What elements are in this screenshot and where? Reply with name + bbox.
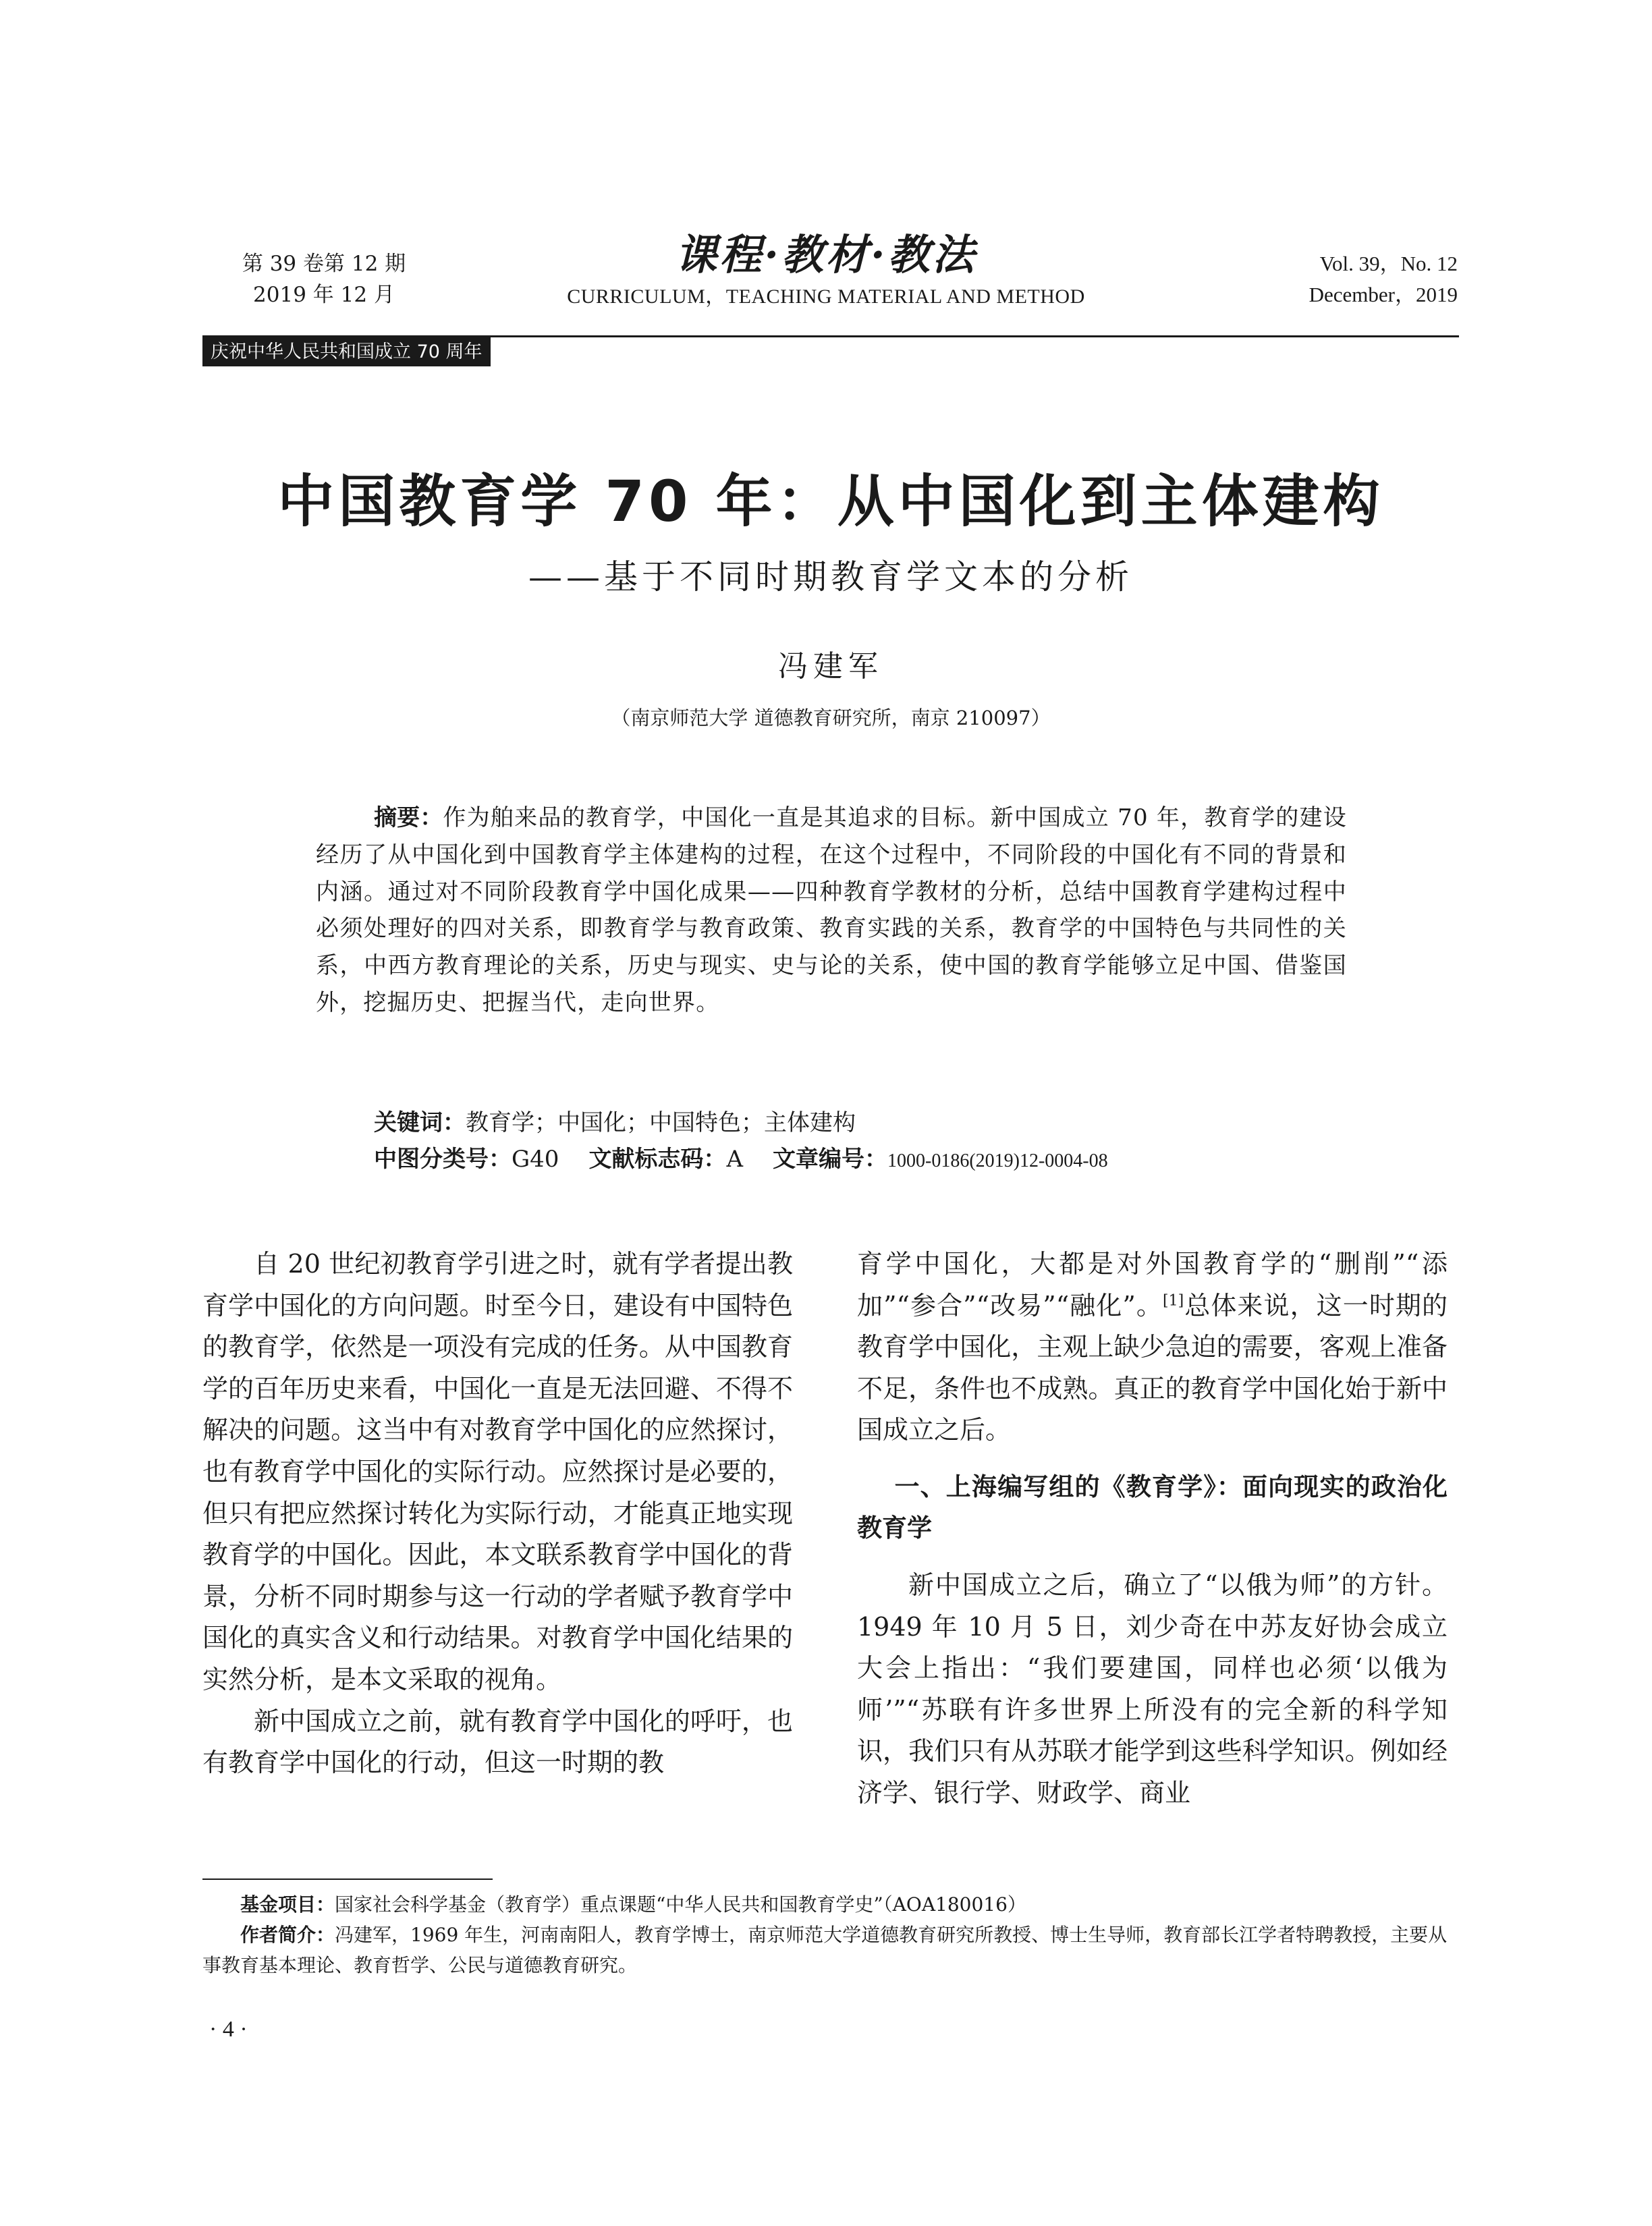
keywords bbox=[316, 1105, 1347, 1141]
body-paragraph: 新中国成立之后，确立了“以俄为师”的方针。1949 年 10 月 5 日，刘少奇在中苏友好协会成立大会上指出：“我们要建国，同样也必须‘以俄为师’”“苏联有许多世界上所没有的完全新的科学知识，我们只有从苏联才能学到这些科学知识。例如经济学、银行学、财政学、商业 bbox=[857, 1569, 1448, 1808]
doc-code-value: A bbox=[726, 1146, 743, 1173]
article-title: 中国教育学 70 年：从中国化到主体建构 bbox=[277, 468, 1384, 534]
bio-text: 冯建军，1969 年生，河南南阳人，教育学博士，南京师范大学道德教育研究所教授、博士生导师，教育部长江学者特聘教授，主要从事教育基本理论、教育哲学、公民与道德教育研究。 bbox=[202, 1924, 1448, 1976]
author-affiliation: （南京师范大学 道德教育研究所，南京 210097） bbox=[611, 706, 1051, 729]
journal-title-cn: 课程·教材·教法 bbox=[675, 230, 977, 279]
column-banner: 庆祝中华人民共和国成立 70 周年 bbox=[202, 337, 491, 366]
clc-label: 中图分类号： bbox=[374, 1146, 512, 1173]
abstract bbox=[316, 800, 1347, 1022]
body-text: 育学中国化，大都是对外国教育学的“删削”“添加”“参合”“改易”“融化”。 bbox=[857, 1249, 1448, 1320]
article-number-label: 文章编号： bbox=[773, 1146, 887, 1173]
journal-masthead bbox=[472, 228, 1180, 312]
issue-line-2: 2019 年 12 月 bbox=[253, 283, 395, 307]
body-column-left bbox=[202, 1244, 793, 1784]
volume-line-2: December，2019 bbox=[1309, 283, 1458, 306]
issue-line-1: 第 39 卷第 12 期 bbox=[242, 252, 406, 276]
page-number: · 4 · bbox=[209, 2017, 248, 2042]
body-text: 总体来说，这一时期的教育学中国化，主观上缺少急迫的需要，客观上准备不足，条件也不成熟。真正的教育学中国化始于新中国成立之后。 bbox=[857, 1290, 1448, 1445]
abstract-label: 摘要： bbox=[374, 804, 443, 831]
body-paragraph: 自 20 世纪初教育学引进之时，就有学者提出教育学中国化的方向问题。时至今日，建设有中国特色的教育学，依然是一项没有完成的任务。从中国教育学的百年历史来看，中国化一直是无法回避、不得不解决的问题。这当中有对教育学中国化的应然探讨，也有教育学中国化的实际行动。应然探讨是必要的，但只有把应然探讨转化为实际行动，才能真正地实现教育学的中国化。因此，本文联系教育学中国化的背景，分析不同时期参与这一行动的学者赋予教育学中国化的真实含义和行动结果。对教育学中国化结果的实然分析，是本文采取的视角。 bbox=[202, 1249, 793, 1694]
issue-info bbox=[223, 248, 425, 310]
abstract-text: 作为舶来品的教育学，中国化一直是其追求的目标。新中国成立 70 年，教育学的建设经历了从中国化到中国教育学主体建构的过程，在这个过程中，不同阶段的中国化有不同的背景和内涵。通过对不同阶段教育学中国化成果——四种教育学教材的分析，总结中国教育学建构过程中必须处理好的四对关系，即教育学与教育政策、教育实践的关系，教育学的中国特色与共同性的关系，中西方教育理论的关系，历史与现实、史与论的关系，使中国的教育学能够立足中国、借鉴国外，挖掘历史、把握当代，走向世界。 bbox=[316, 804, 1347, 1016]
body-column-right bbox=[857, 1244, 1448, 1814]
doc-code-label: 文献标志码： bbox=[588, 1146, 727, 1173]
volume-line-1: Vol. 39，No. 12 bbox=[1319, 252, 1458, 275]
citation-ref: [1] bbox=[1162, 1291, 1184, 1309]
keywords-label: 关键词： bbox=[374, 1109, 466, 1136]
classification-line bbox=[316, 1141, 1347, 1179]
footnotes bbox=[202, 1889, 1459, 1980]
journal-title-en: CURRICULUM，TEACHING MATERIAL AND METHOD bbox=[567, 285, 1085, 308]
author-name: 冯建军 bbox=[778, 649, 883, 684]
footnote-bio bbox=[202, 1920, 1459, 1980]
footnote-fund bbox=[202, 1889, 1459, 1920]
section-heading: 一、上海编写组的《教育学》：面向现实的政治化教育学 bbox=[857, 1472, 1448, 1542]
keywords-text: 教育学；中国化；中国特色；主体建构 bbox=[466, 1109, 856, 1136]
fund-text: 国家社会科学基金（教育学）重点课题“中华人民共和国教育学史”（AOA180016） bbox=[335, 1893, 1026, 1916]
footnote-rule bbox=[202, 1879, 493, 1880]
fund-label: 基金项目： bbox=[240, 1893, 335, 1916]
clc-value: G40 bbox=[512, 1146, 559, 1173]
body-paragraph bbox=[857, 1244, 1448, 1451]
bio-label: 作者简介： bbox=[240, 1924, 335, 1946]
volume-info bbox=[1201, 248, 1458, 310]
article-subtitle: ——基于不同时期教育学文本的分析 bbox=[528, 557, 1133, 596]
article-number-value: 1000-0186(2019)12-0004-08 bbox=[887, 1150, 1108, 1171]
body-paragraph: 新中国成立之前，就有教育学中国化的呼吁，也有教育学中国化的行动，但这一时期的教 bbox=[202, 1706, 793, 1778]
